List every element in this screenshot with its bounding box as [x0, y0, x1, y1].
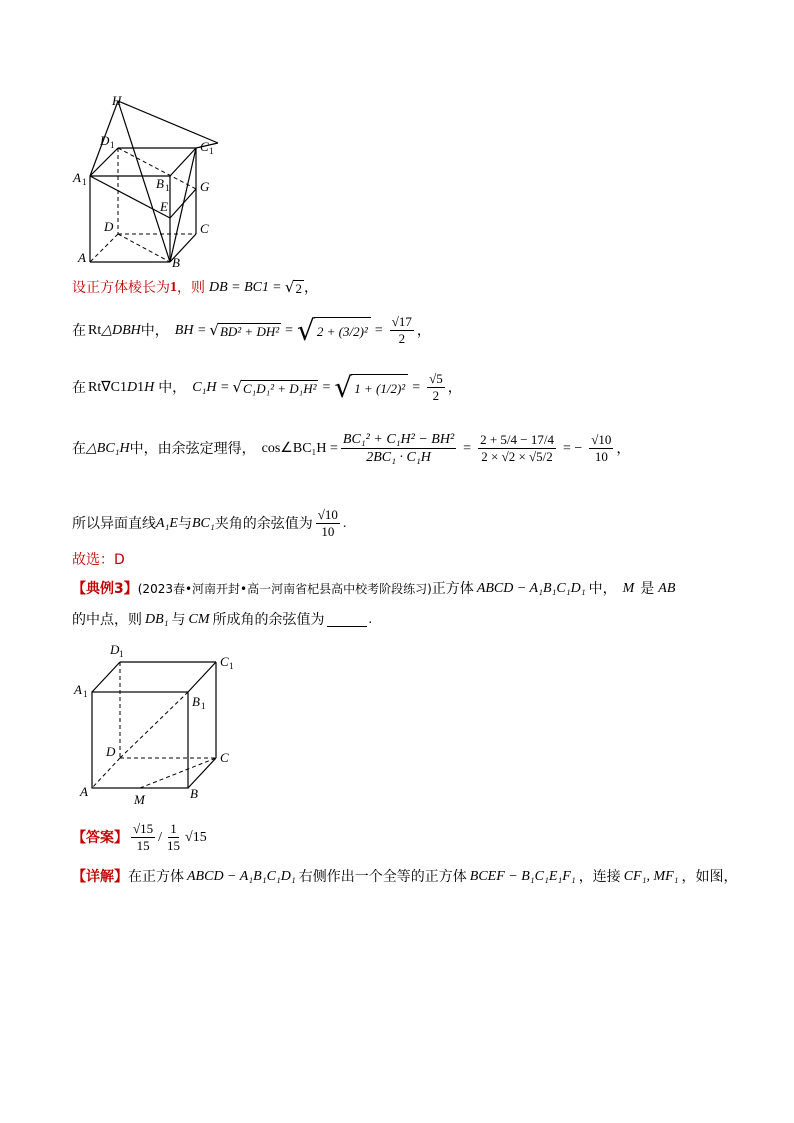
- label-D: D: [104, 219, 114, 234]
- solution-line-1: 设正方体棱长为 1 ，则 DB = BC 1 = √ 2 ，: [72, 278, 318, 296]
- label-G: G: [200, 179, 210, 194]
- label-B1: B: [156, 176, 164, 191]
- svg-text:B: B: [192, 694, 200, 709]
- solution-line-5: 所以异面直线 A₁E 与 BC₁ 夹角的余弦值为 $\frac{√10}{10}$ .: [72, 507, 347, 540]
- svg-text:C: C: [220, 654, 229, 669]
- example-line-1: 【典例3】 (2023春•河南开封•高一河南省杞县高中校考阶段练习) 正方体 ABCD − A₁B₁C₁D₁ 中， M 是 AB: [72, 581, 676, 597]
- svg-text:1: 1: [165, 183, 170, 193]
- label-H: H: [112, 93, 122, 108]
- svg-text:B: B: [190, 786, 198, 801]
- svg-text:M: M: [134, 792, 145, 807]
- svg-text:1: 1: [119, 649, 124, 659]
- label-B: B: [172, 255, 180, 270]
- label-C1: C: [200, 139, 209, 154]
- label-D1: D: [100, 133, 110, 148]
- figure-cube-2: [72, 638, 242, 808]
- figure-cube-1: [72, 92, 232, 272]
- label-A1: A: [73, 170, 81, 185]
- svg-text:1: 1: [201, 701, 206, 711]
- svg-text:1: 1: [83, 689, 88, 699]
- solution-line-4: 在 △BC₁H 中，由余弦定理得， cos∠BC₁H = $\frac{\text{BC₁² + C₁H² − BH²}}{\text{2BC₁ · C₁H}}$ = $\frac{2 + 5/4 - 17/4}{2 \times √2 \times √5/2}$ = − $\frac{√10}{10}$ ，: [72, 432, 631, 466]
- detail-line: 【详解】 在正方体 ABCD − A₁B₁C₁D₁ 右侧作出一个全等的正方体 BCEF − B₁C₁E₁F₁ ，连接 CF₁, MF₁ ，如图，: [72, 869, 738, 885]
- svg-text:1: 1: [82, 177, 87, 187]
- label-E: E: [160, 199, 168, 214]
- svg-text:1: 1: [110, 140, 115, 150]
- solution-line-3: 在 Rt∇C 1 D 1 H 中， C₁H = √ C₁D₁² + D₁H² = √ 1 + (1/2)² = $\frac{√5}{2}$ ，: [72, 370, 462, 404]
- svg-text:C: C: [220, 750, 229, 765]
- example-line-2: 的中点，则 DB₁ 与 CM 所成角的余弦值为 .: [72, 612, 373, 628]
- svg-text:A: A: [80, 784, 88, 799]
- svg-text:1: 1: [209, 146, 214, 156]
- svg-text:A: A: [74, 682, 82, 697]
- label-A: A: [78, 250, 86, 265]
- choice-line: 故选：D: [72, 552, 125, 568]
- svg-text:1: 1: [229, 661, 234, 671]
- svg-text:D: D: [106, 744, 116, 759]
- label-C: C: [200, 221, 209, 236]
- solution-line-2: 在 Rt △DBH 中， BH = √ BD² + DH² = √ 2 + (3/2)² = $\frac{√17}{2}$ ，: [72, 313, 431, 347]
- svg-text:D: D: [110, 642, 120, 657]
- answer-line: 【答案】 $\frac{√15}{15}$ / $\frac{1}{15}$ √15: [72, 821, 207, 854]
- answer-blank: [327, 614, 367, 627]
